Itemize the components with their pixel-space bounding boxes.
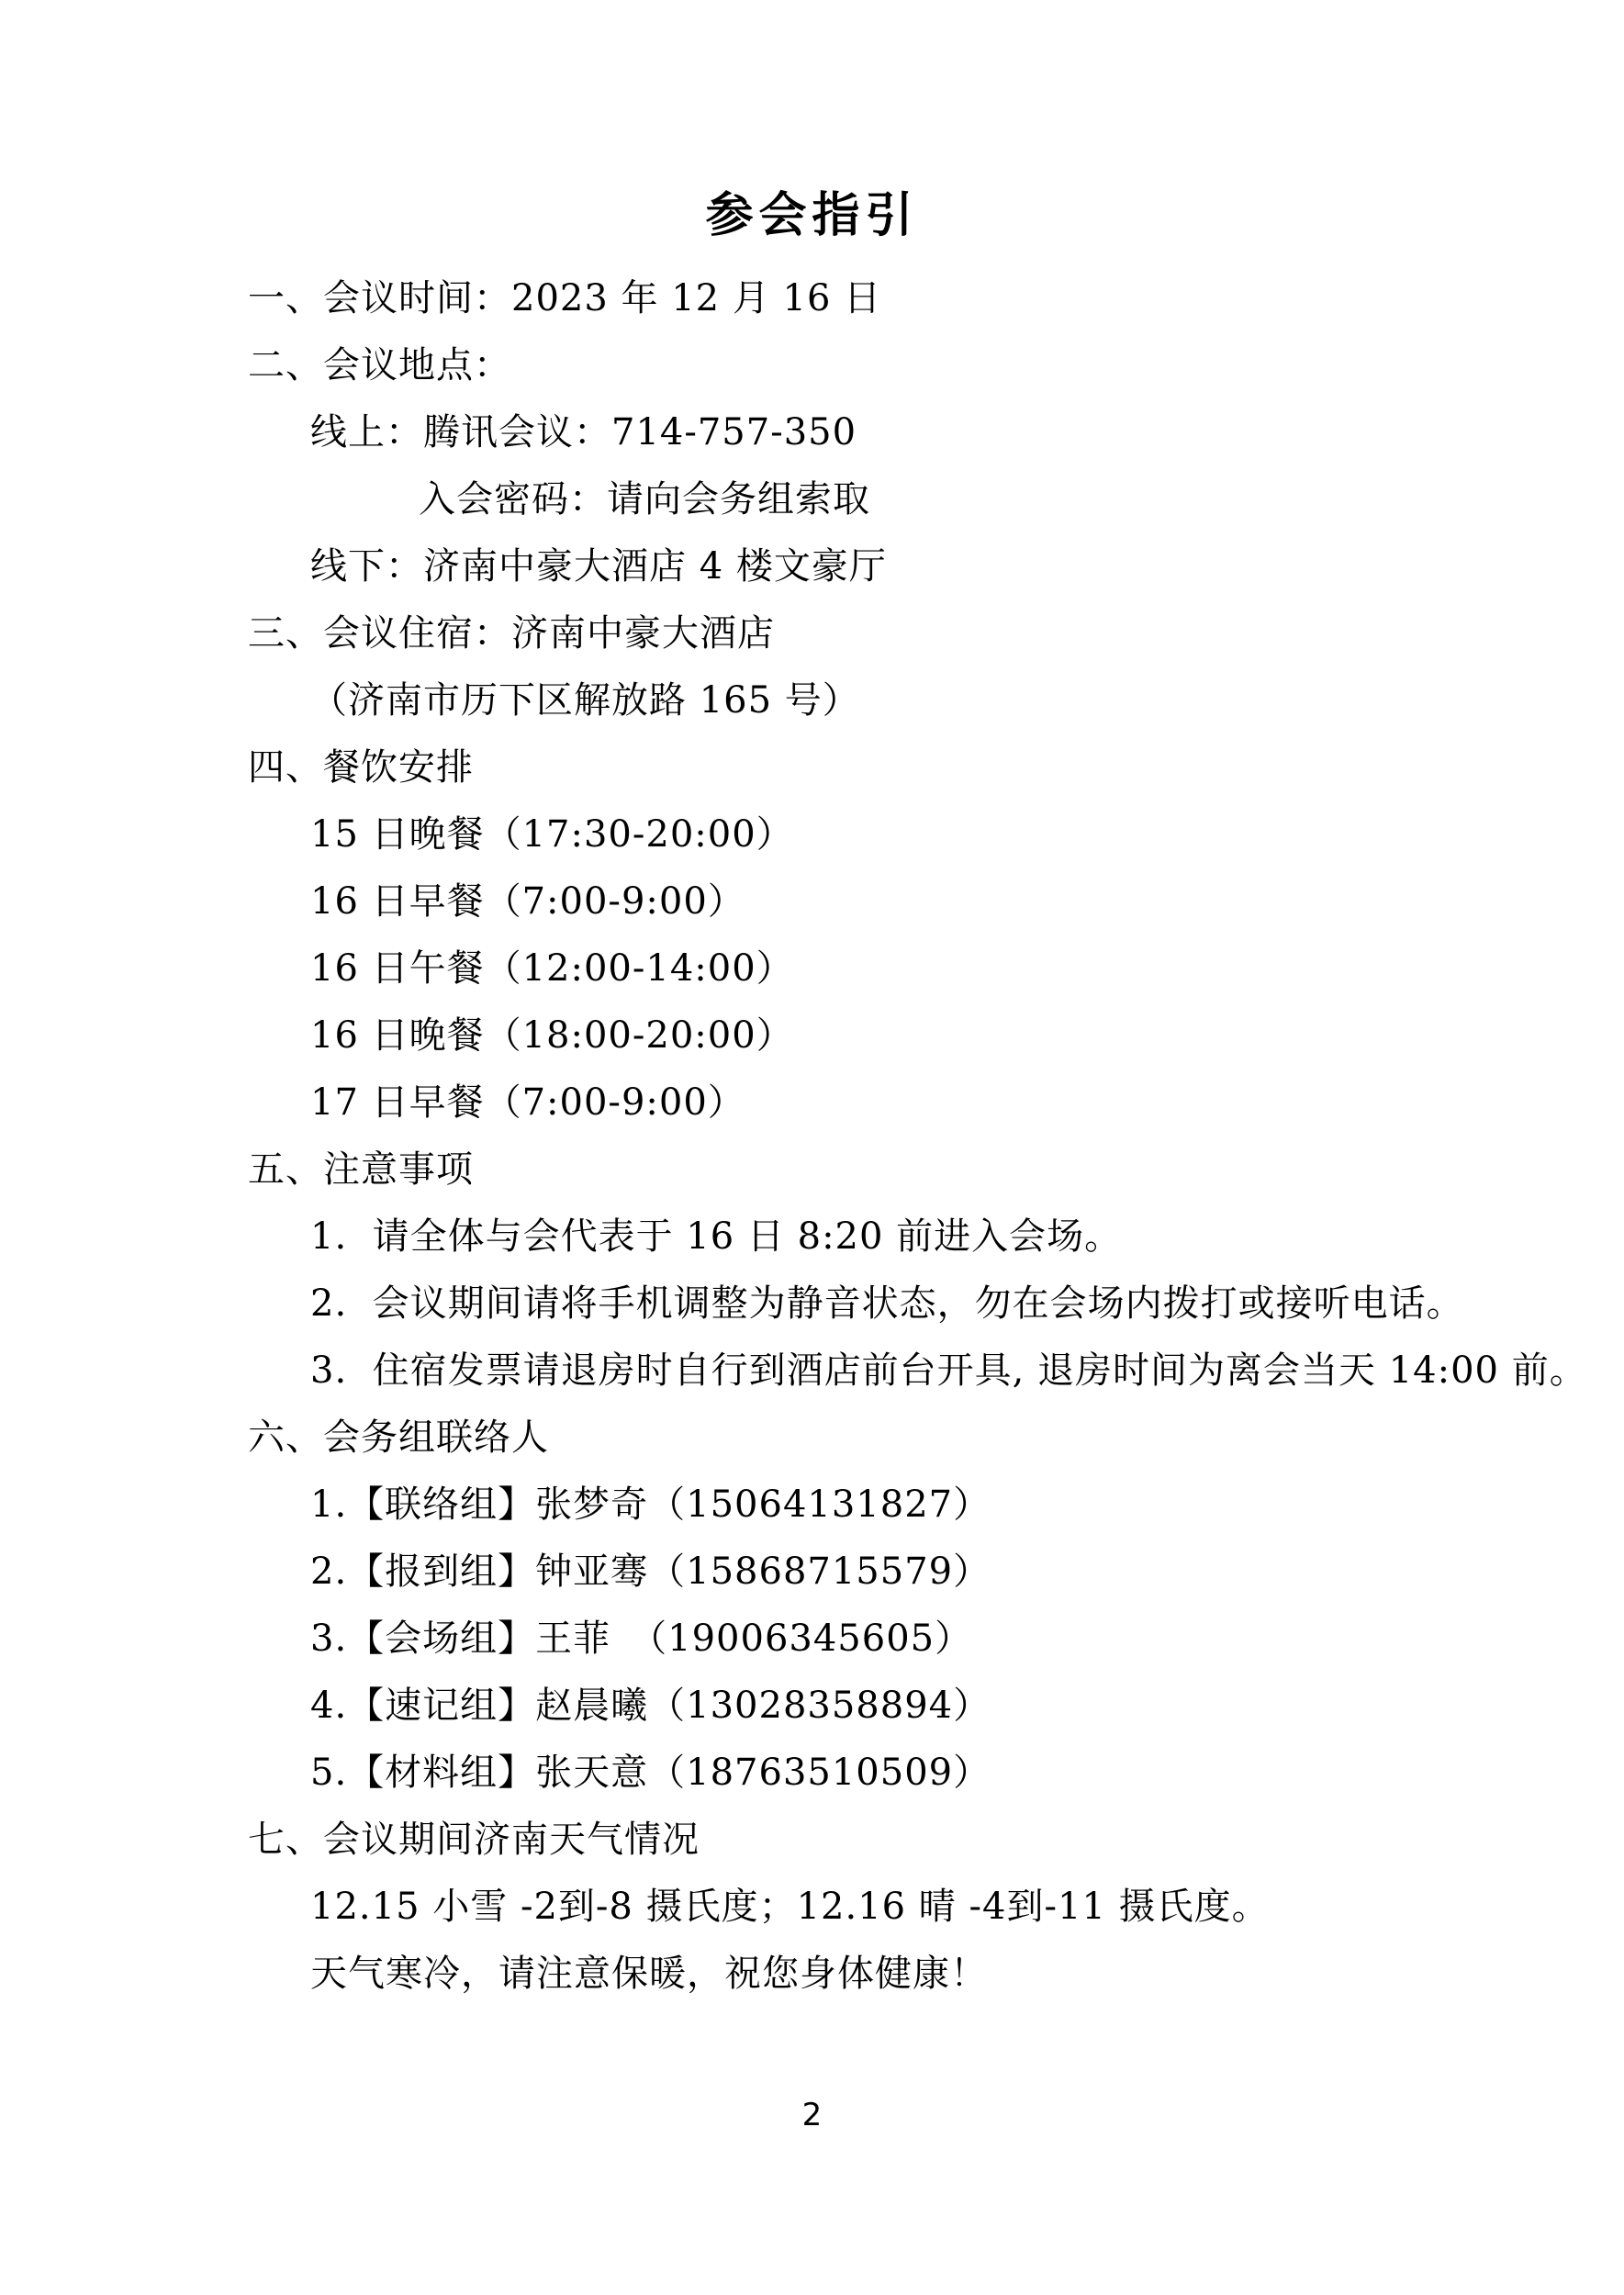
document-line: 16 日早餐（7:00-9:00）	[310, 880, 745, 923]
document-line: 3. 住宿发票请退房时自行到酒店前台开具, 退房时间为离会当天 14:00 前。	[310, 1349, 1587, 1392]
document-line: 七、会议期间济南天气情况	[248, 1819, 700, 1861]
document-line: 16 日午餐（12:00-14:00）	[310, 947, 794, 990]
document-line: 天气寒冷，请注意保暖，祝您身体健康！	[310, 1953, 988, 1995]
document-line: 四、餐饮安排	[248, 746, 474, 789]
document-line: 17 日早餐（7:00-9:00）	[310, 1081, 745, 1124]
document-line: 5.【材料组】张天意（18763510509）	[310, 1752, 991, 1794]
document-line: 15 日晚餐（17:30-20:00）	[310, 813, 794, 856]
document-line: 16 日晚餐（18:00-20:00）	[310, 1014, 794, 1057]
document-line: 3.【会场组】王菲 （19006345605）	[310, 1618, 973, 1660]
page-title: 参会指引	[705, 187, 919, 243]
document-line: 二、会议地点：	[248, 344, 511, 386]
document-line: 一、会议时间：2023 年 12 月 16 日	[248, 277, 882, 319]
document-line: 入会密码：请向会务组索取	[419, 478, 870, 521]
document-line: （济南市历下区解放路 165 号）	[310, 679, 860, 722]
document-line: 五、注意事项	[248, 1148, 474, 1191]
document-line: 六、会务组联络人	[248, 1416, 549, 1459]
document-line: 12.15 小雪 -2到-8 摄氏度；12.16 晴 -4到-11 摄氏度。	[310, 1886, 1270, 1928]
document-line: 4.【速记组】赵晨曦（13028358894）	[310, 1685, 991, 1727]
document-line: 线上：腾讯会议：714-757-350	[310, 411, 857, 453]
document-line: 三、会议住宿：济南中豪大酒店	[248, 612, 775, 655]
document-line: 1.【联络组】张梦奇（15064131827）	[310, 1483, 991, 1526]
document-line: 2. 会议期间请将手机调整为静音状态，勿在会场内拨打或接听电话。	[310, 1282, 1464, 1325]
document-line: 1. 请全体与会代表于 16 日 8:20 前进入会场。	[310, 1215, 1123, 1258]
document-line: 线下：济南中豪大酒店 4 楼文豪厅	[310, 545, 887, 588]
document-line: 2.【报到组】钟亚骞（15868715579）	[310, 1551, 991, 1593]
page-number: 2	[801, 2097, 823, 2133]
document-body	[0, 265, 1624, 2008]
